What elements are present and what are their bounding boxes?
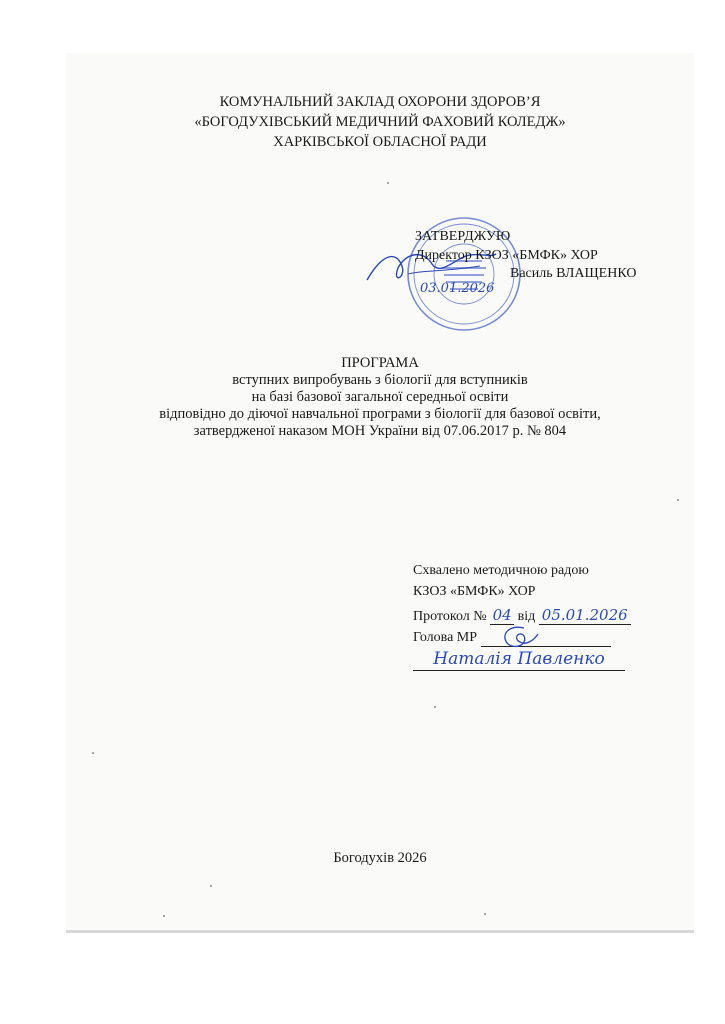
protocol-date: 05.01.2026 [539, 606, 631, 625]
program-title: ПРОГРАМА [341, 355, 419, 371]
approval-name: Василь ВЛАЩЕНКО [510, 266, 637, 281]
approval-position: Директор КЗОЗ «БМФК» ХОР [415, 248, 598, 263]
scan-speck [92, 752, 94, 754]
header-line-3: ХАРКІВСЬКОЇ ОБЛАСНОЇ РАДИ [273, 134, 487, 150]
council-line-1: Схвалено методичною радою [413, 563, 589, 578]
header-line-2: «БОГОДУХІВСЬКИЙ МЕДИЧНИЙ ФАХОВИЙ КОЛЕДЖ» [194, 114, 566, 130]
approval-date: 03.01.2026 [420, 281, 495, 296]
approval-title: ЗАТВЕРДЖУЮ [415, 229, 511, 244]
page-edge [66, 930, 694, 933]
protocol-from: від [517, 609, 536, 624]
scan-speck [387, 182, 389, 184]
institution-header [66, 92, 694, 152]
header-line-1: КОМУНАЛЬНИЙ ЗАКЛАД ОХОРОНИ ЗДОРОВ’Я [219, 94, 541, 110]
program-block [66, 355, 694, 440]
council-line-2: КЗОЗ «БМФК» ХОР [413, 584, 536, 599]
program-line-1: вступних випробувань з біології для вступників [232, 372, 528, 388]
scan-speck [163, 915, 165, 917]
scan-speck [677, 499, 679, 501]
program-line-4: затвердженої наказом МОН України від 07.06.2017 р. № 804 [193, 423, 567, 439]
scan-speck [210, 885, 212, 887]
program-line-3: відповідно до діючої навчальної програми з біології для базової освіти, [159, 406, 601, 422]
scan-speck [484, 913, 486, 915]
footer-place-year [66, 848, 694, 868]
protocol-label: Протокол № [413, 609, 487, 624]
head-label: Голова МР [413, 630, 478, 645]
scan-speck [434, 706, 436, 708]
head-name: Наталія Павленко [413, 648, 625, 671]
place-year: Богодухів 2026 [333, 850, 427, 866]
protocol-number: 04 [490, 606, 514, 625]
document-page [66, 53, 694, 933]
program-line-2: на базі базової загальної середньої освіти [251, 389, 509, 405]
